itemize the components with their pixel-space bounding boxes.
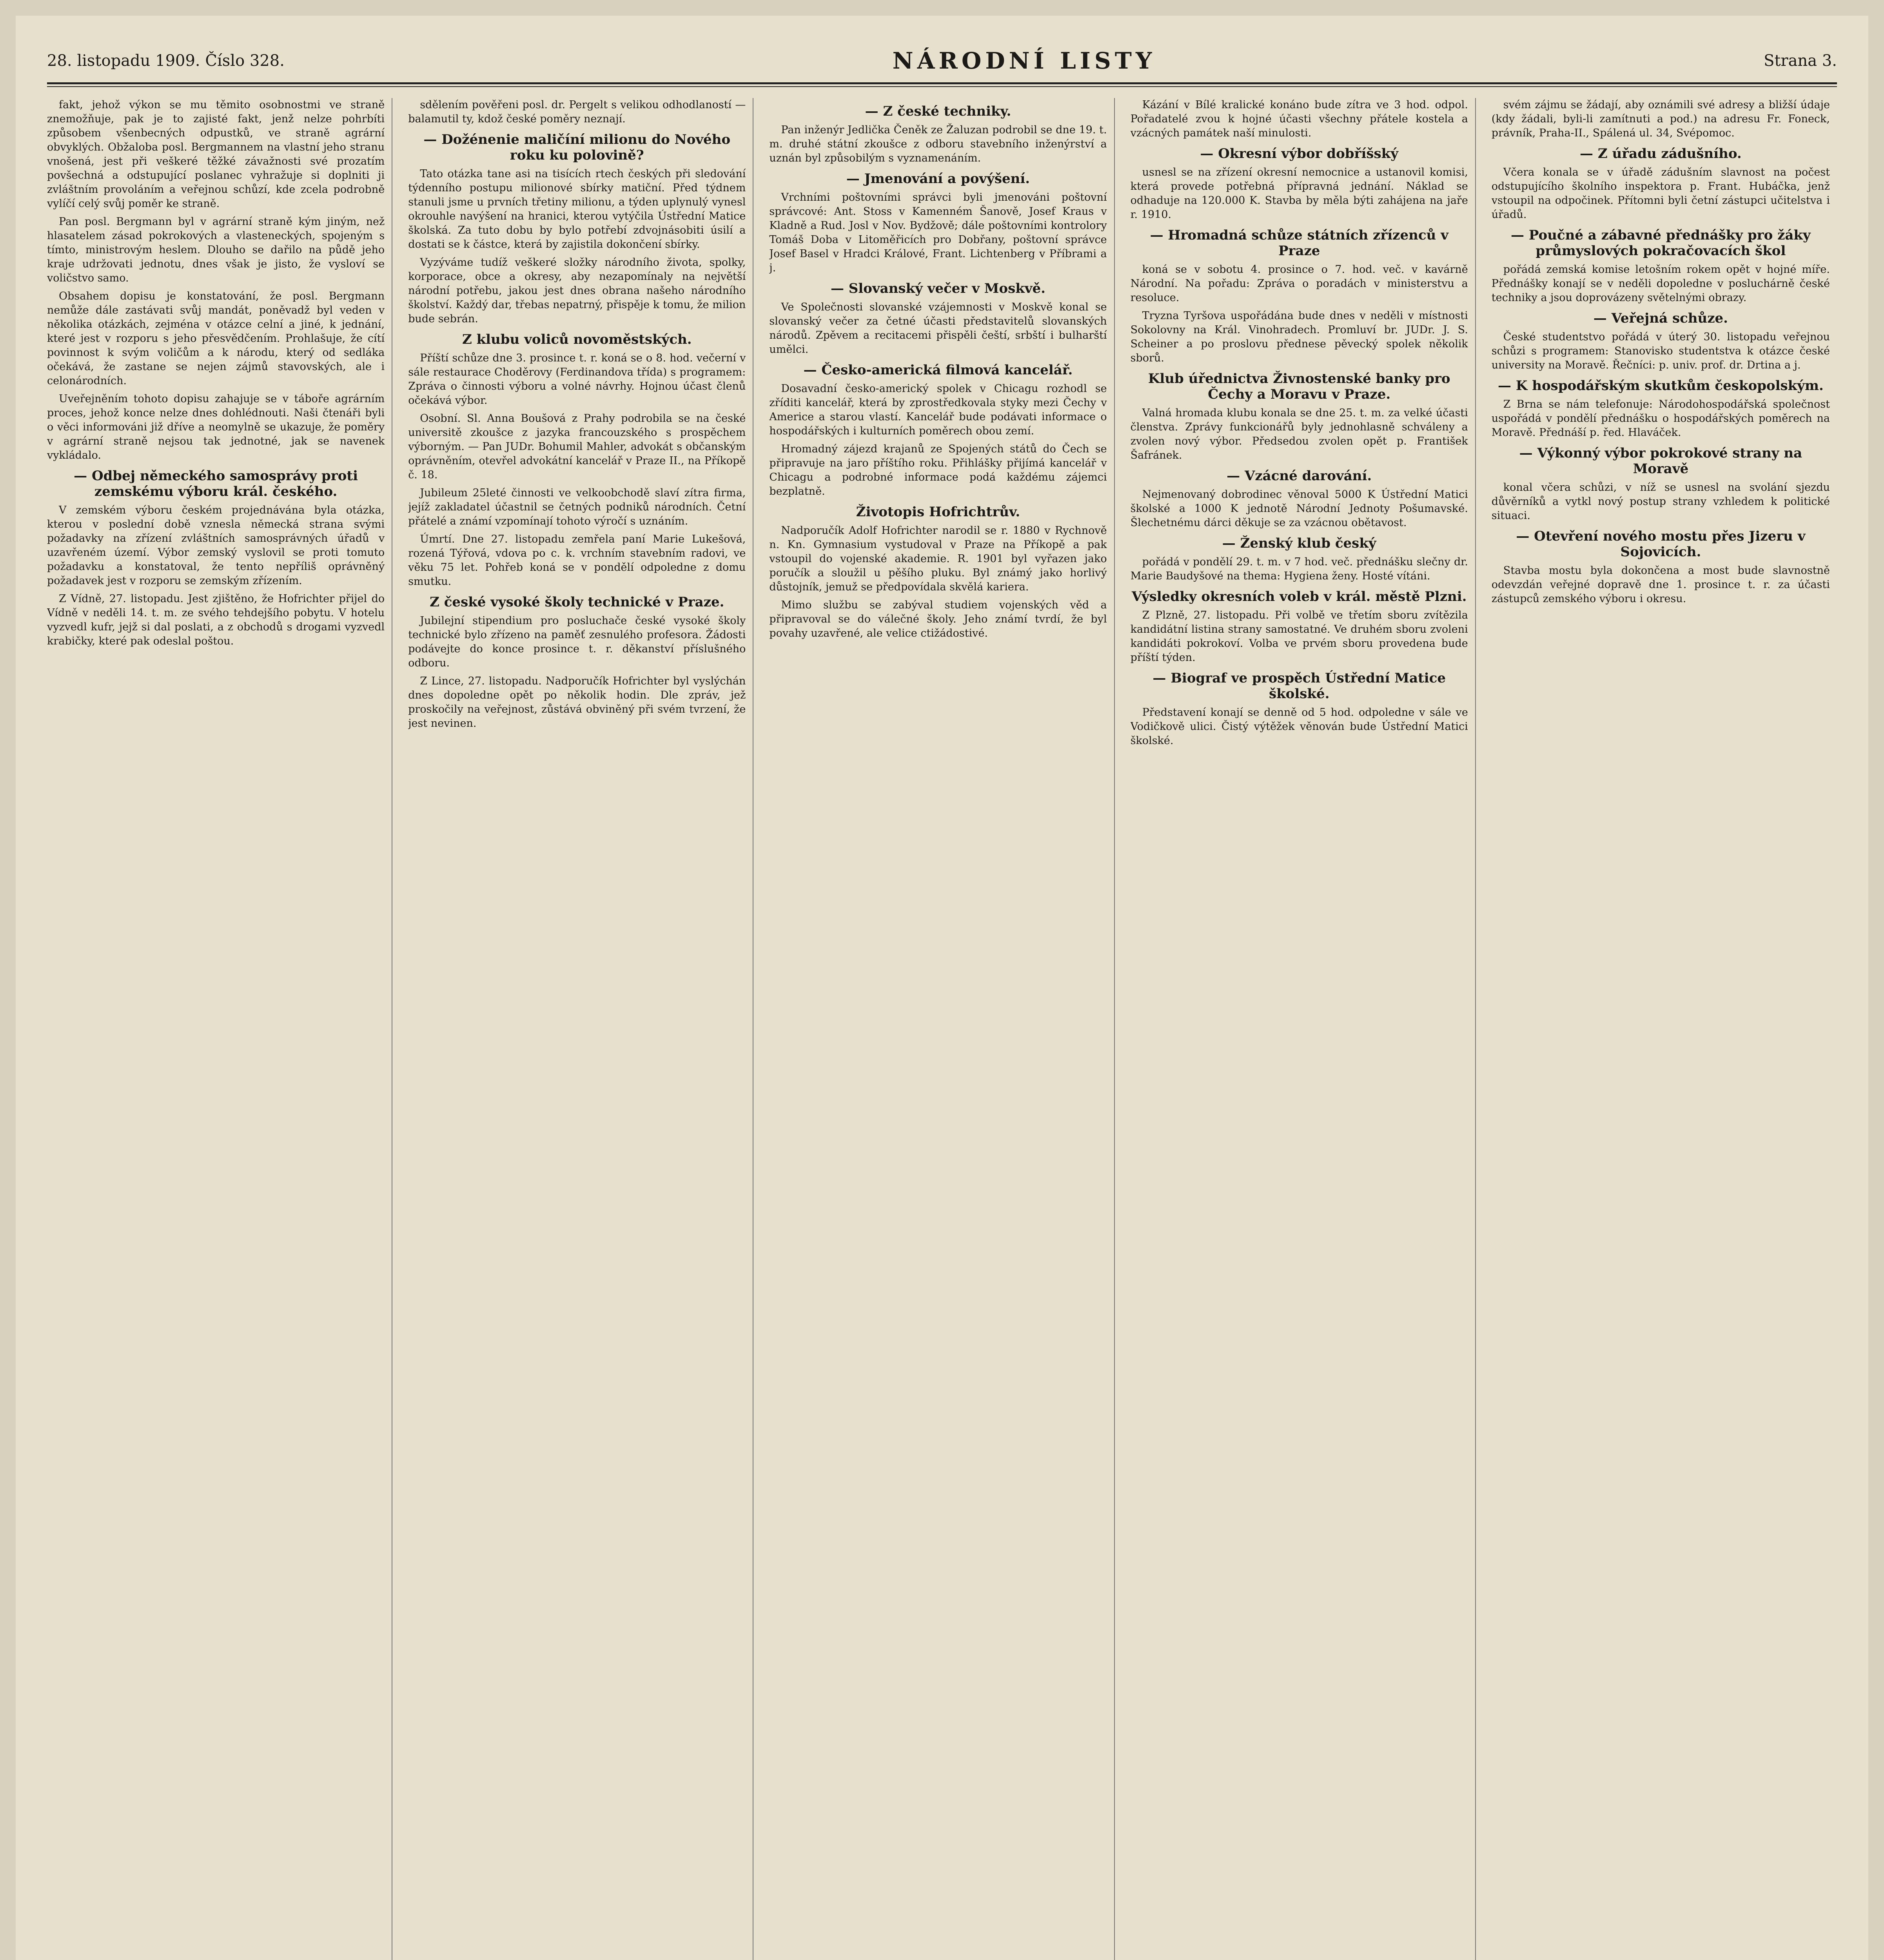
article-heading: Výsledky okresních voleb v král. městě Plzni. bbox=[1131, 589, 1467, 604]
article-heading: Klub úřednictva Živnostenské banky pro Čechy a Moravu v Praze. bbox=[1148, 371, 1450, 402]
article-heading: — Hromadná schůze státních zřízenců v Praze bbox=[1150, 227, 1448, 259]
article-paragraph: Jubileum 25leté činnosti ve velkoobchodě slaví zítra firma, jejíž zakladatel účastnil se četných podniků národních. Četní přátelé a známí vzpomínají tohoto výročí s uznáním. bbox=[408, 487, 746, 527]
article-paragraph: Vyzýváme tudíž veškeré složky národního života, spolky, korporace, obce a okresy, aby nezapomínaly na největší národní potřebu, jakou jest dnes obrana našeho národního školství. Každý dar, třebas nepatrný, přispěje k tomu, že milion bude sebrán. bbox=[408, 256, 746, 325]
article-heading: — Jmenování a povýšení. bbox=[846, 171, 1030, 187]
article-heading: Z klubu voliců novoměstských. bbox=[462, 332, 692, 347]
article-heading: — Z české techniky. bbox=[865, 103, 1011, 119]
article-paragraph: Z Lince, 27. listopadu. Nadporučík Hofrichter byl vyslýchán dnes dopoledne opět po několik hodin. Dle zpráv, jež proskočily na veřejnost, zůstává obviněný při svém tvrzení, že jest nevinen. bbox=[408, 675, 746, 730]
article-paragraph: Úmrtí. Dne 27. listopadu zemřela paní Marie Lukešová, rozená Týřová, vdova po c. k. vrchním stavebním radovi, ve věku 75 let. Pohřeb koná se v pondělí odpoledne z domu smutku. bbox=[408, 533, 746, 588]
page-number: Strana 3. bbox=[1764, 52, 1837, 70]
article-paragraph: Tryzna Tyršova uspořádána bude dnes v neděli v místnosti Sokolovny na Král. Vinohradech. Promluví br. JUDr. J. S. Scheiner a po proslovu přednese pěvecký spolek několik sborů. bbox=[1130, 310, 1468, 364]
article-heading: — Z úřadu zádušního. bbox=[1580, 146, 1742, 162]
column-5-body bbox=[1492, 98, 1830, 606]
article-paragraph: Nadporučík Adolf Hofrichter narodil se r. 1880 v Rychnově n. Kn. Gymnasium vystudoval v Praze na Příkopě a pak vstoupil do vojenské akademie. R. 1901 byl vyřazen jako poručík a sloužil u pěšího pluku. Byl známý jako horlivý důstojník, jemuž se předpovídala skvělá kariera. bbox=[769, 524, 1107, 593]
article-heading: — Česko-americká filmová kancelář. bbox=[803, 362, 1073, 378]
article-paragraph: Uveřejněním tohoto dopisu zahajuje se v táboře agrárním proces, jehož konce nelze dnes dohlédnouti. Naši čtenáři byli o věci informováni již dříve a neomylně se ukazuje, že poměry v agrární straně nejsou tak jednotné, jak se navenek vykládalo. bbox=[47, 393, 385, 461]
column-5 bbox=[1492, 98, 1837, 1960]
article-paragraph: Včera konala se v úřadě zádušním slavnost na počest odstupujícího školního inspektora p. Frant. Hubáčka, jenž vstoupil na odpočinek. Přítomni byli četní zástupci učitelstva i úřadů. bbox=[1491, 166, 1830, 221]
newspaper-page bbox=[16, 16, 1868, 1960]
article-paragraph: Jubilejní stipendium pro posluchače české vysoké školy technické bylo zřízeno na paměť zesnulého profesora. Žádosti podávejte do konce prosince t. r. děkanství příslušného odboru. bbox=[408, 615, 746, 669]
article-heading: — Dožénenie maličíní milionu do Nového roku ku polovině? bbox=[423, 132, 731, 163]
article-paragraph: Valná hromada klubu konala se dne 25. t. m. za velké účasti členstva. Zprávy funkcionářů byly jednohlasně schváleny a zvolen nový výbor. Předsedou zvolen opět p. František Šafránek. bbox=[1130, 407, 1468, 461]
article-paragraph: konal včera schůzi, v níž se usnesl na svolání sjezdu důvěrníků a vytkl nový postup strany vzhledem k politické situaci. bbox=[1491, 481, 1830, 522]
article-paragraph: fakt, jehož výkon se mu těmito osobnostmi ve straně znemožňuje, pak je to zajisté fakt, jenž nelze pohrbíti způsobem všenbecných odpustků, ve straně agrární obvyklých. Obžaloba posl. Bergmannem na vlastní jeho stranu vnošená, jest při veškeré těžké závažnosti své prozatím povšechná a odstupující poslanec vyhražuje si doplniti ji zvláštním provoláním a veřejnou schůzí, kde zcela podrobně vylíčí celý svůj poměr ke straně. bbox=[47, 99, 385, 210]
article-paragraph: Nejmenovaný dobrodinec věnoval 5000 K Ústřední Matici školské a 1000 K jednotě Národní Jednoty Pošumavské. Šlechetnému dárci děkuje se za vzácnou obětavost. bbox=[1130, 488, 1468, 529]
article-heading: Z české vysoké školy technické v Praze. bbox=[430, 594, 724, 610]
header-rule-thin bbox=[47, 86, 1837, 87]
masthead bbox=[47, 43, 1837, 78]
article-paragraph: koná se v sobotu 4. prosince o 7. hod. več. v kavárně Národní. Na pořadu: Zpráva o poradách v ministerstvu a resoluce. bbox=[1130, 263, 1468, 304]
column-1 bbox=[47, 98, 392, 1960]
header-rule bbox=[47, 82, 1837, 84]
article-heading: — Vzácné darování. bbox=[1227, 468, 1372, 484]
article-paragraph: Kázání v Bílé kralické konáno bude zítra ve 3 hod. odpol. Pořadatelé zvou k hojné účasti všechny přátele kostela a vzácných památek naší minulosti. bbox=[1130, 99, 1468, 139]
article-heading: — Ženský klub český bbox=[1222, 535, 1376, 551]
issue-date: 28. listopadu 1909. Číslo 328. bbox=[47, 52, 285, 70]
article-paragraph: Představení konají se denně od 5 hod. odpoledne v sále ve Vodičkově ulici. Čistý výtěžek věnován bude Ústřední Matici školské. bbox=[1130, 706, 1468, 747]
article-paragraph: Pan inženýr Jedlička Čeněk ze Žaluzan podrobil se dne 19. t. m. druhé státní zkoušce z odboru stavebního inženýrství a uznán byl způsobilým s vyznamenáním. bbox=[769, 124, 1107, 164]
column-3 bbox=[769, 98, 1114, 1960]
article-paragraph: Z Plzně, 27. listopadu. Při volbě ve třetím sboru zvítězila kandidátní listina strany samostatné. Ve druhém sboru zvoleni kandidáti pokrokoví. Volba ve prvém sboru provedena bude příští týden. bbox=[1130, 609, 1468, 664]
article-paragraph: V zemském výboru českém projednávána byla otázka, kterou v poslední době vznesla německá strana svými požadavky na zřízení zvláštních samosprávných úřadů v uzavřeném území. Výbor zemský vyslovil se proti tomuto požadavku a konstatoval, že tento nepříliš oprávněný požadavek jest v rozporu se zemským zřízením. bbox=[47, 504, 385, 587]
article-paragraph: Pan posl. Bergmann byl v agrární straně kým jiným, než hlasatelem zásad pokrokových a vlasteneckých, spojeným s tímto, ministrovým heslem. Dlouho se dařilo na půdě jeho kraje udržovati jednotu, dnes však je jisto, že vysloví se voličstvo samo. bbox=[47, 216, 385, 284]
article-paragraph: Z Vídně, 27. listopadu. Jest zjištěno, že Hofrichter přijel do Vídně v neděli 14. t. m. ze svého tehdejšího pobytu. V hotelu vyzvedl kufr, jejž si dal poslati, a z obchodů s drogami vyzvedl krabičky, které pak odeslal poštou. bbox=[47, 593, 385, 647]
article-heading: Životopis Hofrichtrův. bbox=[856, 504, 1020, 520]
article-heading: — Biograf ve prospěch Ústřední Matice školské. bbox=[1153, 670, 1446, 702]
article-heading: — Slovanský večer v Moskvě. bbox=[830, 281, 1046, 296]
article-paragraph: pořádá zemská komise letošním rokem opět v hojné míře. Přednášky konají se v neděli dopoledne v posluchárně české techniky a jsou doprovázeny světelnými obrazy. bbox=[1491, 263, 1830, 304]
article-heading: — K hospodářským skutkům českopolským. bbox=[1498, 378, 1824, 394]
article-paragraph: Obsahem dopisu je konstatování, že posl. Bergmann nemůže dále zastávati svůj mandát, poněvadž byl veden v několika otázkách, zejména v otázce celní a jiné, k jednání, které jest v rozporu s jeho přesvědčením. Prohlašuje, že cítí povinnost k svým voličům a k národu, který od sedláka očekává, že zastane se nejen zájmů stavovských, ale i celonárodních. bbox=[47, 290, 385, 387]
article-paragraph: Z Brna se nám telefonuje: Národohospodářská společnost uspořádá v pondělí přednášku o hospodářských poměrech na Moravě. Přednáší p. řed. Hlaváček. bbox=[1491, 398, 1830, 439]
article-paragraph: Stavba mostu byla dokončena a most bude slavnostně odevzdán veřejné dopravě dne 1. prosince t. r. za účasti zástupců zemského výboru i okresu. bbox=[1491, 564, 1830, 605]
article-paragraph: Hromadný zájezd krajanů ze Spojených států do Čech se připravuje na jaro příštího roku. Přihlášky přijímá kancelář v Chicagu a podrobné informace podá každému zájemci bezplatně. bbox=[769, 443, 1107, 497]
article-paragraph: Tato otázka tane asi na tisících rtech českých při sledování týdenního postupu milionové sbírky matiční. Před týdnem stanuli jsme u prvních třetiny milionu, a týden uplynulý vynesl okrouhle navýšení na hranici, kterou vytýčila Ústřední Matice školská. Za tuto dobu by bylo potřebí zdvojnásobiti úsilí a dostati se k částce, která by zajistila dokončení sbírky. bbox=[408, 168, 746, 250]
article-paragraph: Ve Společnosti slovanské vzájemnosti v Moskvě konal se slovanský večer za četné účasti představitelů slovanských národů. Zpěvem a recitacemi přispěli čeští, srbští i bulharští umělci. bbox=[769, 301, 1107, 356]
article-paragraph: Vrchními poštovními správci byli jmenováni poštovní správcové: Ant. Stoss v Kamenném Šanově, Josef Kraus v Kladně a Rud. Josl v Nov. Bydžově; dále poštovními kontrolory Tomáš Doba v Litoměřicích pro Dobřany, poštovní správce Josef Basel v Hradci Králové, Frant. Lichtenberg v Příbrami a j. bbox=[769, 191, 1107, 274]
article-paragraph: Dosavadní česko-americký spolek v Chicagu rozhodl se zříditi kancelář, která by zprostředkovala styky mezi Čechy v Americe a starou vlastí. Kancelář bude podávati informace o hospodářských i kulturních poměrech obou zemí. bbox=[769, 383, 1107, 437]
article-heading: — Výkonný výbor pokrokové strany na Moravě bbox=[1519, 445, 1802, 477]
article-paragraph: České studentstvo pořádá v úterý 30. listopadu veřejnou schůzi s programem: Stanovisko studentstva k otázce české university na Moravě. Řečníci: p. univ. prof. dr. Drtina a j. bbox=[1491, 331, 1830, 371]
article-paragraph: Mimo službu se zabýval studiem vojenských věd a připravoval se do válečné školy. Jeho známí tvrdí, že byl povahy uzavřené, ale velice ctižádostivé. bbox=[769, 599, 1107, 639]
article-heading: — Okresní výbor dobříšský bbox=[1200, 146, 1398, 162]
article-paragraph: Příští schůze dne 3. prosince t. r. koná se o 8. hod. večerní v sále restaurace Choděrovy (Ferdinandova třída) s programem: Zpráva o činnosti výboru a volné návrhy. Hojnou účast členů očekává výbor. bbox=[408, 352, 746, 407]
article-paragraph: pořádá v pondělí 29. t. m. v 7 hod. več. přednášku slečny dr. Marie Baudyšové na thema: Hygiena ženy. Hosté vítáni. bbox=[1130, 556, 1468, 582]
article-heading: — Odbej německého samosprávy proti zemskému výboru král. českého. bbox=[74, 468, 358, 499]
article-heading: — Poučné a zábavné přednášky pro žáky průmyslových pokračovacích škol bbox=[1511, 227, 1811, 259]
article-paragraph: Osobní. Sl. Anna Boušová z Prahy podrobila se na české universitě zkoušce z jazyka francouzského s prospěchem výborným. — Pan JUDr. Bohumil Mahler, advokát s občanským oprávněním, otevřel advokátní kancelář v Praze II., na Příkopě č. 18. bbox=[408, 412, 746, 481]
article-paragraph: usnesl se na zřízení okresní nemocnice a ustanovil komisi, která provede potřebná přípravná jednání. Náklad se odhaduje na 120.000 K. Stavba by měla býti zahájena na jaře r. 1910. bbox=[1130, 166, 1468, 221]
article-paragraph: svém zájmu se žádají, aby oznámili své adresy a bližší údaje (kdy žádali, byli-li zamítnuti a pod.) na adresu Fr. Foneck, právník, Praha-II., Spálená ul. 34, Svépomoc. bbox=[1491, 99, 1830, 139]
column-2 bbox=[408, 98, 753, 1960]
newspaper-title: NÁRODNÍ LISTY bbox=[892, 47, 1156, 74]
article-columns bbox=[47, 98, 1837, 1960]
article-heading: — Otevření nového mostu přes Jizeru v Sojovicích. bbox=[1516, 528, 1806, 560]
article-heading: — Veřejná schůze. bbox=[1593, 310, 1728, 326]
article-paragraph: sdělením pověřeni posl. dr. Pergelt s velikou odhodlaností — balamutil ty, kdož české poměry neznají. bbox=[408, 99, 746, 125]
column-4 bbox=[1131, 98, 1476, 1960]
